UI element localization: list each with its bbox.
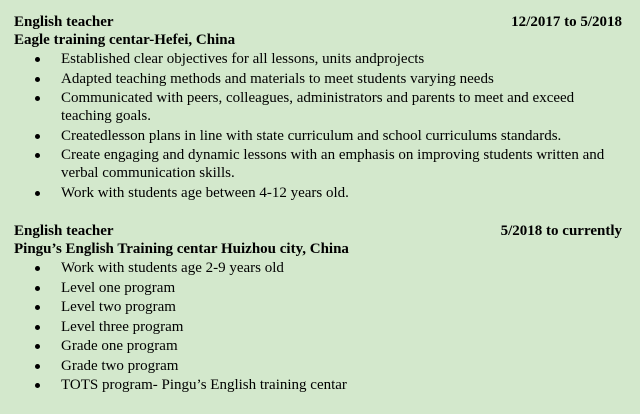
- duty-item: Grade one program: [14, 337, 622, 355]
- bullet-icon: [35, 364, 40, 369]
- duty-item: TOTS program- Pingu’s English training centar: [14, 376, 622, 394]
- job-entry-pingu: [14, 222, 622, 396]
- duty-item: Adapted teaching methods and materials to meet students varying needs: [14, 70, 622, 88]
- bullet-icon: [35, 286, 40, 291]
- job-title: English teacher: [14, 223, 114, 239]
- bullet-icon: [35, 77, 40, 82]
- duty-item: Level two program: [14, 298, 622, 316]
- duty-item: Level one program: [14, 279, 622, 297]
- bullet-icon: [35, 344, 40, 349]
- job-title: English teacher: [14, 14, 114, 30]
- duty-item: Level three program: [14, 318, 622, 336]
- job-entry-eagle: [14, 13, 622, 203]
- bullet-icon: [35, 191, 40, 196]
- duty-item: Work with students age between 4-12 years old.: [14, 184, 622, 202]
- duty-item: Create engaging and dynamic lessons with an emphasis on improving students written and verbal communication skills.: [14, 146, 622, 182]
- duty-item: Established clear objectives for all lessons, units andprojects: [14, 50, 622, 68]
- bullet-icon: [35, 305, 40, 310]
- bullet-icon: [35, 325, 40, 330]
- bullet-icon: [35, 266, 40, 271]
- job-header: [14, 13, 622, 31]
- bullet-icon: [35, 57, 40, 62]
- job-dates: 5/2018 to currently: [500, 223, 622, 239]
- bullet-icon: [35, 96, 40, 101]
- bullet-icon: [35, 134, 40, 139]
- duty-item: Createdlesson plans in line with state curriculum and school curriculums standards.: [14, 127, 622, 145]
- bullet-icon: [35, 383, 40, 388]
- company-name: Pingu’s English Training centar Huizhou city, China: [14, 241, 349, 257]
- duty-item: Work with students age 2-9 years old: [14, 259, 622, 277]
- bullet-icon: [35, 153, 40, 158]
- job-dates: 12/2017 to 5/2018: [511, 14, 622, 30]
- job-header: [14, 222, 622, 240]
- duty-item: Grade two program: [14, 357, 622, 375]
- company-name: Eagle training centar-Hefei, China: [14, 32, 236, 48]
- duty-list: [14, 50, 622, 202]
- duty-list: [14, 259, 622, 394]
- duty-item: Communicated with peers, colleagues, administrators and parents to meet and exceed teaching goals.: [14, 89, 622, 125]
